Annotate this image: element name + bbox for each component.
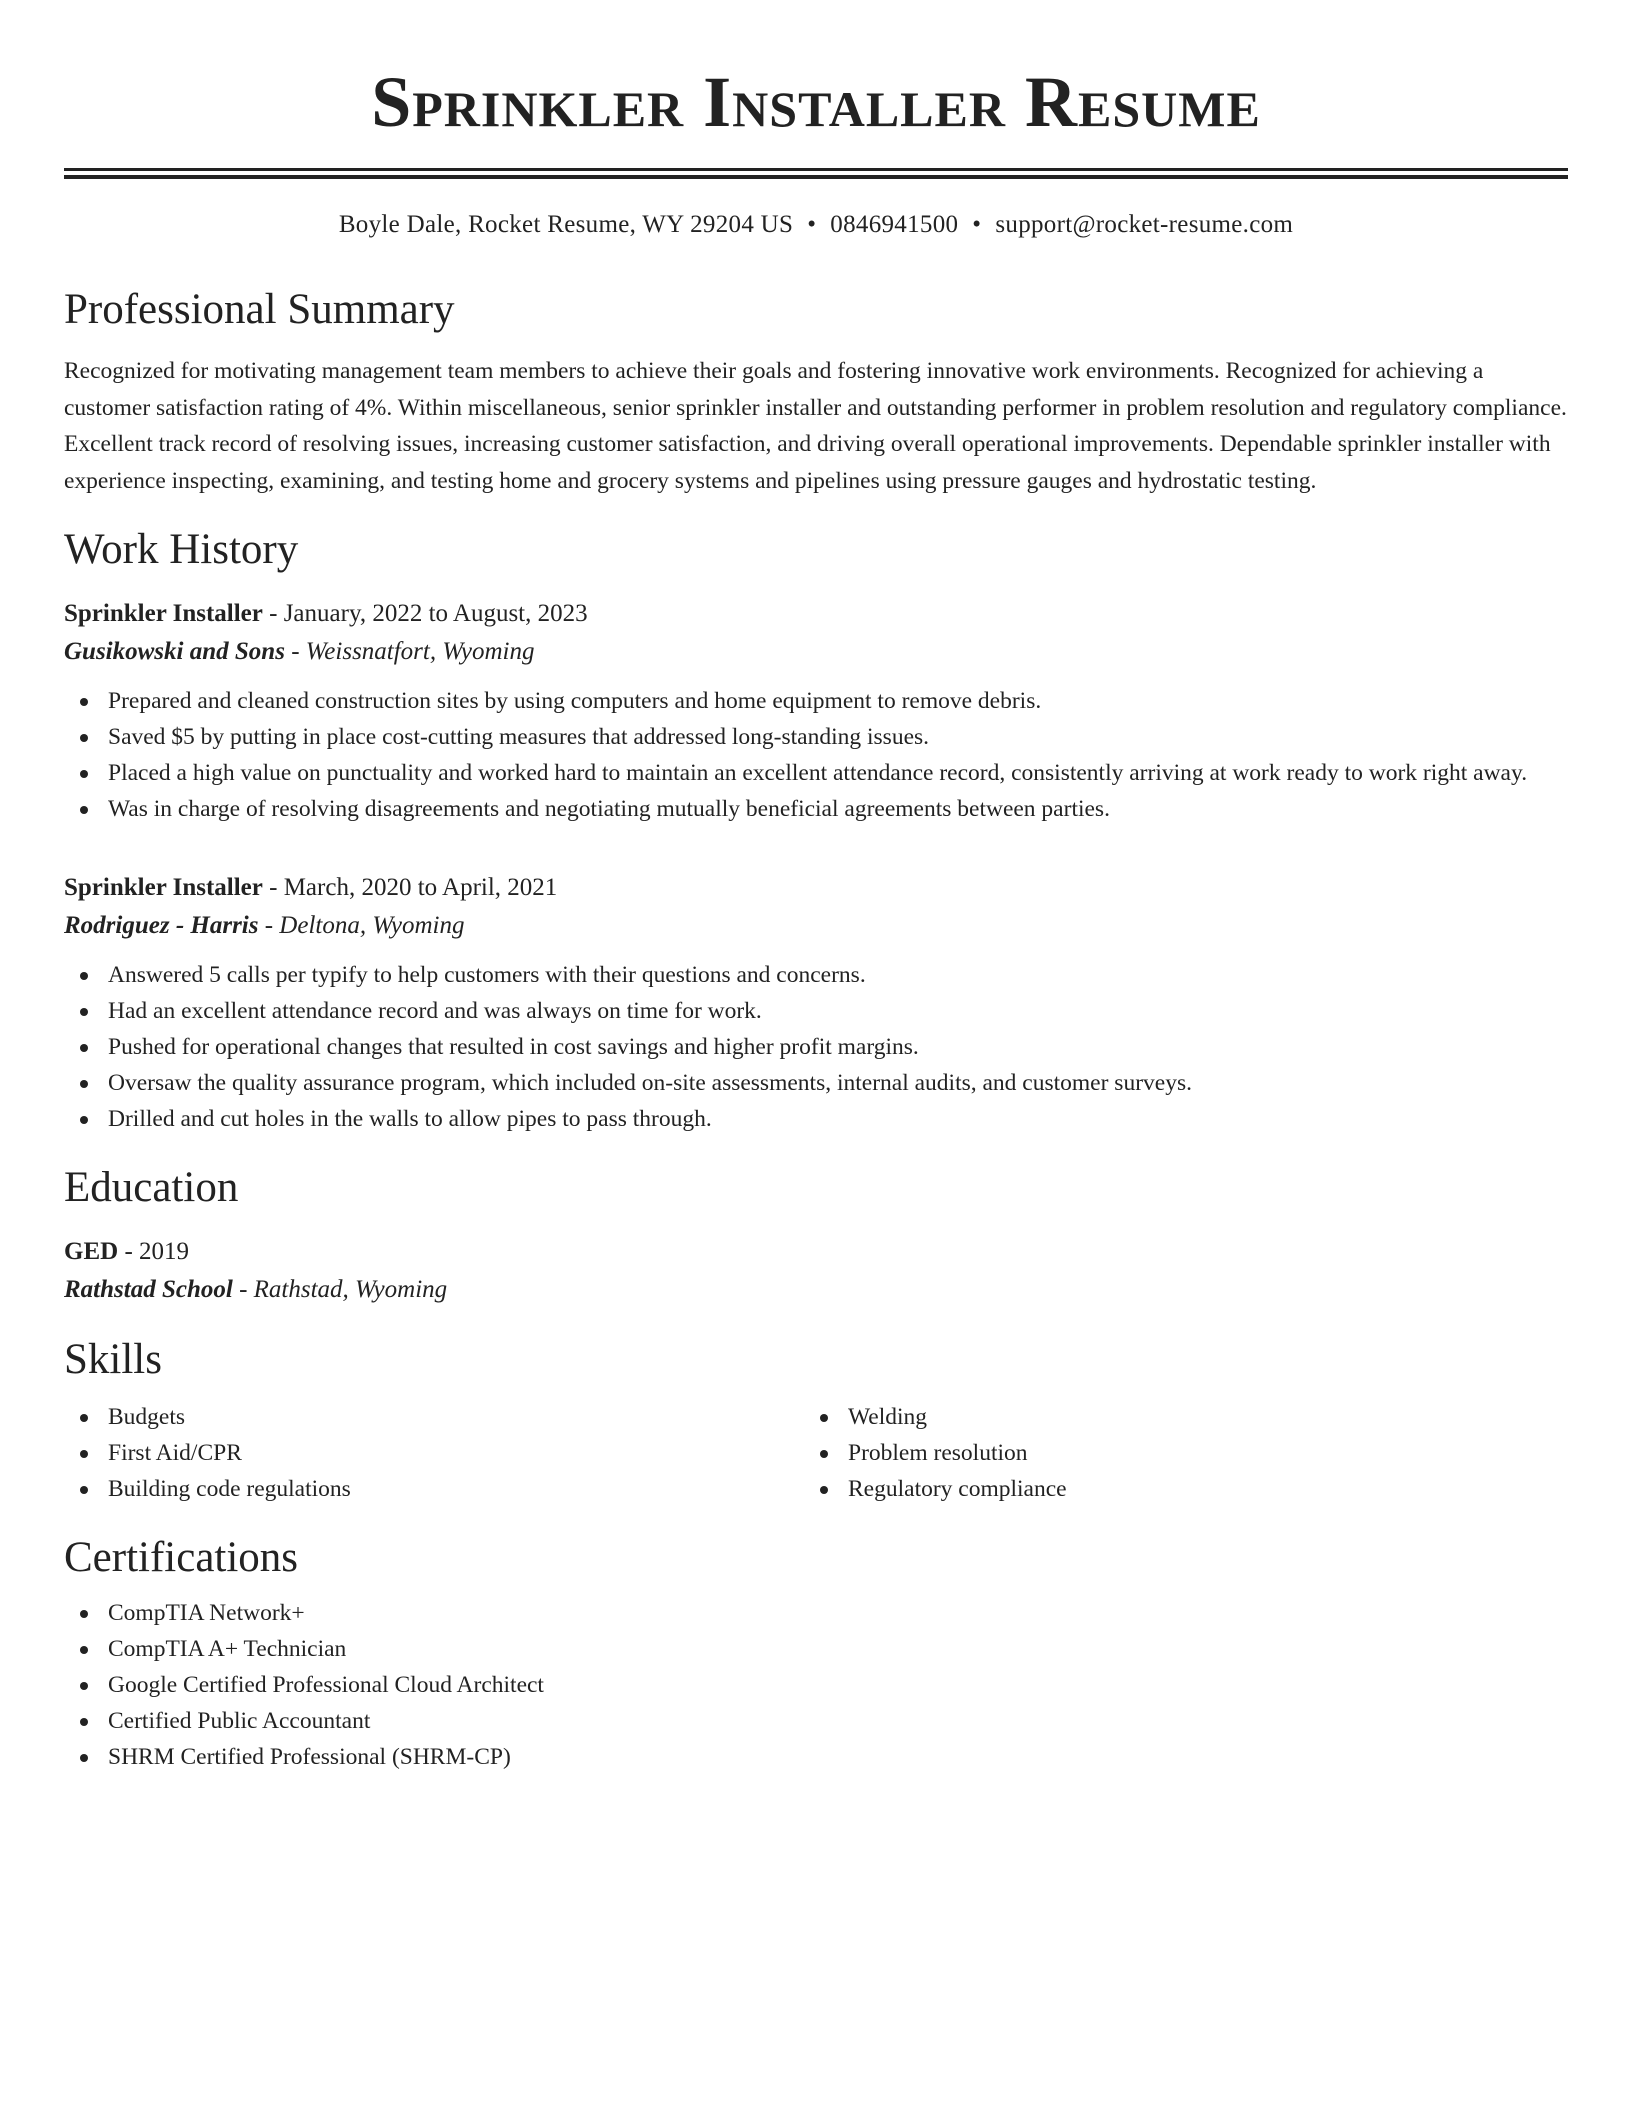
- contact-address: Boyle Dale, Rocket Resume, WY 29204 US: [338, 211, 794, 238]
- skill-item: Budgets: [64, 1399, 804, 1435]
- skills-right-column: [804, 1399, 1544, 1507]
- list-item: Saved $5 by putting in place cost-cutting measures that addressed long-standing issues.: [64, 719, 1568, 755]
- certifications-list: [64, 1595, 1568, 1775]
- skills-left-column: [64, 1399, 804, 1507]
- job-dates: - March, 2020 to April, 2021: [262, 874, 558, 901]
- list-item: Oversaw the quality assurance program, which included on-site assessments, internal audits, and customer surveys.: [64, 1065, 1568, 1101]
- skill-item: Regulatory compliance: [804, 1471, 1544, 1507]
- education-year: - 2019: [118, 1238, 190, 1265]
- job-company-line: [64, 907, 1568, 945]
- list-item: Was in charge of resolving disagreements and negotiating mutually beneficial agreements between parties.: [64, 791, 1568, 827]
- job-title: Sprinkler Installer: [64, 600, 263, 627]
- job-entry: [64, 595, 1568, 827]
- work-history-section: [64, 525, 1568, 1137]
- title-divider: [64, 168, 1568, 179]
- list-item: Answered 5 calls per typify to help customers with their questions and concerns.: [64, 957, 1568, 993]
- certification-item: CompTIA Network+: [64, 1595, 1568, 1631]
- job-entry: [64, 869, 1568, 1137]
- job-role-line: [64, 869, 1568, 907]
- education-school: Rathstad School: [64, 1276, 233, 1303]
- list-item: Had an excellent attendance record and was always on time for work.: [64, 993, 1568, 1029]
- job-dates: - January, 2022 to August, 2023: [262, 600, 588, 627]
- job-role-line: [64, 595, 1568, 633]
- education-location: - Rathstad, Wyoming: [232, 1276, 448, 1303]
- section-heading: Skills: [64, 1336, 162, 1383]
- job-location: - Weissnatfort, Wyoming: [284, 638, 535, 665]
- list-item: Prepared and cleaned construction sites by using computers and home equipment to remove debris.: [64, 683, 1568, 719]
- contact-phone: 0846941500: [830, 211, 959, 238]
- certification-item: SHRM Certified Professional (SHRM-CP): [64, 1739, 1568, 1775]
- certification-item: Certified Public Accountant: [64, 1703, 1568, 1739]
- job-bullets: [64, 683, 1568, 827]
- section-heading: Professional Summary: [64, 286, 455, 333]
- contact-separator: •: [807, 211, 817, 238]
- list-item: Drilled and cut holes in the walls to allow pipes to pass through.: [64, 1101, 1568, 1137]
- education-entry: [64, 1233, 1568, 1309]
- job-title: Sprinkler Installer: [64, 874, 263, 901]
- education-school-line: [64, 1271, 1568, 1309]
- contact-line: [64, 209, 1568, 241]
- skill-item: Building code regulations: [64, 1471, 804, 1507]
- certifications-section: [64, 1533, 1568, 1775]
- education-section: [64, 1163, 1568, 1309]
- summary-text: Recognized for motivating management team members to achieve their goals and fostering innovative work environments. Recognized for achieving a customer satisfaction rating of 4%. Within miscellaneous, senior sprinkler installer and outstanding performer in problem resolution and regulatory compliance. Excellent track record of resolving issues, increasing customer satisfaction, and driving overall operational improvements. Dependable sprinkler installer with experience inspecting, examining, and testing home and grocery systems and pipelines using pressure gauges and hydrostatic testing.: [64, 358, 1567, 494]
- skills-section: [64, 1335, 1568, 1507]
- list-item: Pushed for operational changes that resulted in cost savings and higher profit margins.: [64, 1029, 1568, 1065]
- skill-item: Problem resolution: [804, 1435, 1544, 1471]
- list-item: Placed a high value on punctuality and worked hard to maintain an excellent attendance record, consistently arriving at work ready to work right away.: [64, 755, 1568, 791]
- certification-item: CompTIA A+ Technician: [64, 1631, 1568, 1667]
- job-company: Gusikowski and Sons: [64, 638, 285, 665]
- job-location: - Deltona, Wyoming: [258, 912, 465, 939]
- education-degree: GED: [64, 1238, 119, 1265]
- job-company-line: [64, 633, 1568, 671]
- skill-item: Welding: [804, 1399, 1544, 1435]
- skill-item: First Aid/CPR: [64, 1435, 804, 1471]
- resume-title: Sprinkler Installer Resume: [371, 62, 1261, 142]
- section-heading: Education: [64, 1164, 239, 1211]
- job-company: Rodriguez - Harris: [64, 912, 259, 939]
- certification-item: Google Certified Professional Cloud Architect: [64, 1667, 1568, 1703]
- contact-email: support@rocket-resume.com: [995, 211, 1294, 238]
- professional-summary-section: [64, 285, 1568, 499]
- contact-separator: •: [972, 211, 982, 238]
- resume-page: [64, 0, 1568, 1775]
- section-heading: Work History: [64, 526, 299, 573]
- job-bullets: [64, 957, 1568, 1137]
- skills-columns: [64, 1399, 1568, 1507]
- section-heading: Certifications: [64, 1534, 299, 1581]
- education-degree-line: [64, 1233, 1568, 1271]
